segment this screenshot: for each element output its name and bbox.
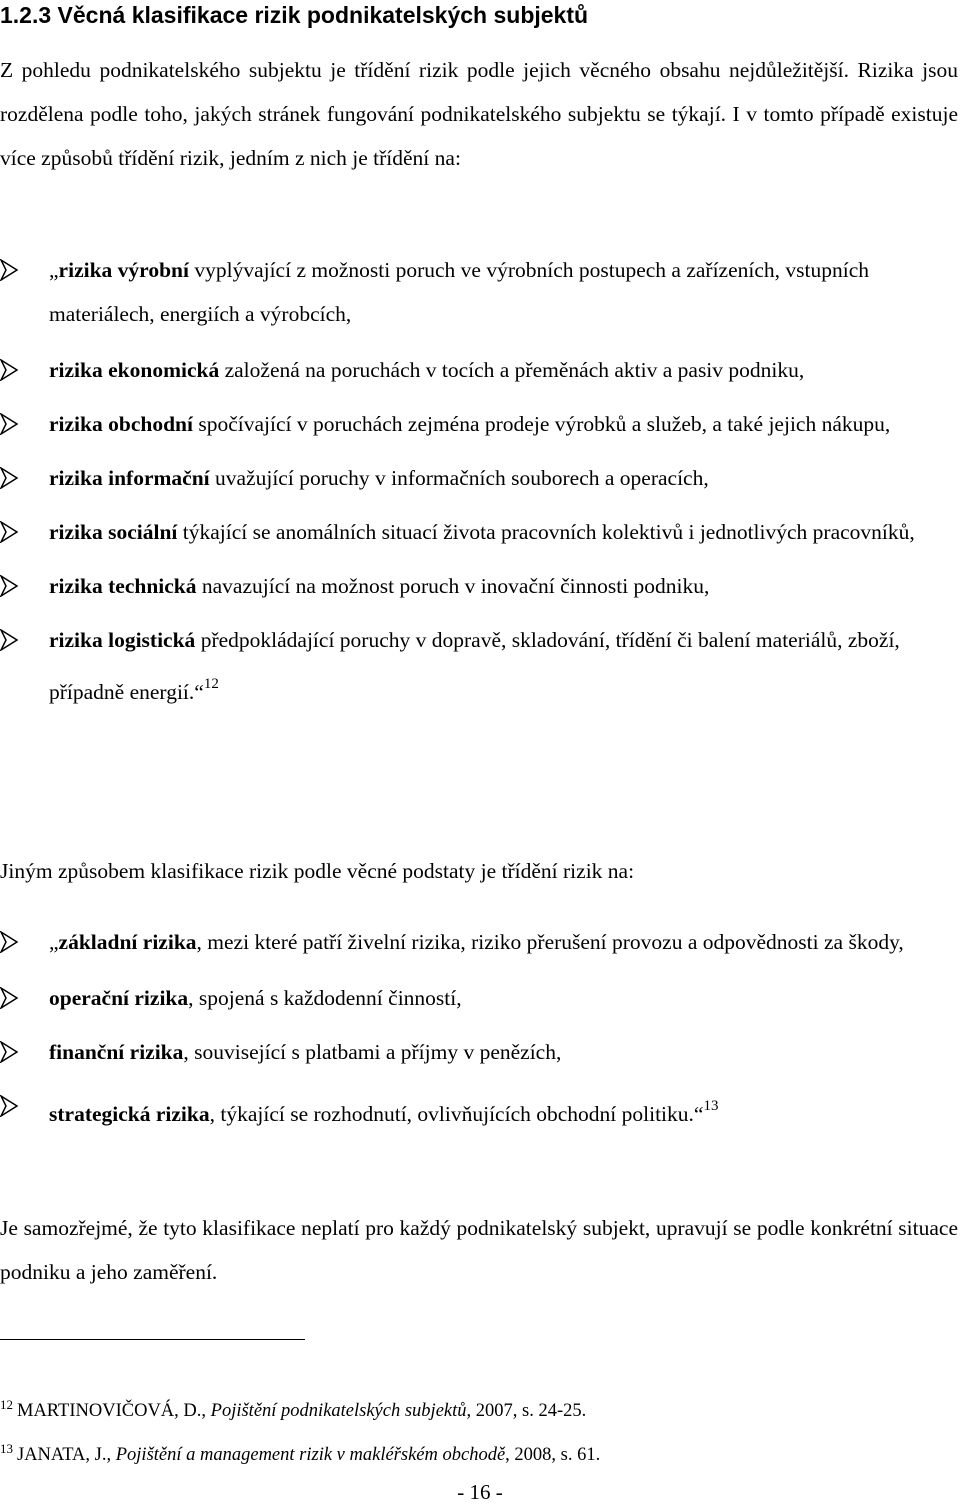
footnote-number: 12 [0, 1397, 13, 1412]
risk-term: rizika výrobní [58, 258, 189, 282]
intro-paragraph: Z pohledu podnikatelského subjektu je třídění rizik podle jejich věcného obsahu nejdůležitější. Rizika jsou rozdělena podle toho, jakých stránek fungování podnikatelského subjektu se týkají. I v tomto případě existuje více způsobů třídění rizik, jedním z nich je třídění na: [0, 58, 958, 170]
risk-description: , spojená s každodenní činností, [188, 986, 462, 1010]
list-item [0, 618, 960, 714]
risk-description: založená na poruchách v tocích a přeměnách aktiv a pasiv podniku, [219, 358, 805, 382]
footnote-number: 13 [0, 1441, 13, 1456]
arrowhead-bullet-icon [0, 413, 18, 435]
footnote-author: MARTINOVIČOVÁ, D., [17, 1401, 207, 1421]
risk-description: vyplývající z možnosti poruch ve výrobních postupech a zařízeních, vstupních materiálech, energiích a výrobcích, [49, 258, 870, 326]
risk-term: rizika technická [49, 574, 197, 598]
list-item [0, 1030, 960, 1074]
classification-paragraph: Jiným způsobem klasifikace rizik podle věcné podstaty je třídění rizik na: [0, 859, 635, 883]
list-item [0, 564, 960, 608]
footnote [0, 1437, 600, 1467]
list-item [0, 976, 960, 1020]
arrowhead-bullet-icon [0, 259, 18, 281]
conclusion-paragraph: Je samozřejmé, že tyto klasifikace neplatí pro každý podnikatelský subjekt, upravují se podle konkrétní situace podniku a jeho zaměření. [0, 1216, 958, 1284]
risk-term: základní rizika [58, 930, 197, 954]
arrowhead-bullet-icon [0, 575, 18, 597]
section-heading: 1.2.3 Věcná klasifikace rizik podnikatelských subjektů [0, 2, 589, 28]
risk-term: rizika logistická [49, 628, 196, 652]
risk-term: rizika sociální [49, 520, 178, 544]
risk-term: operační rizika [49, 986, 189, 1010]
risk-term: rizika obchodní [49, 412, 193, 436]
arrowhead-bullet-icon [0, 1041, 18, 1063]
list-item [0, 402, 960, 446]
arrowhead-bullet-icon [0, 931, 18, 953]
risk-description: , mezi které patří živelní rizika, riziko přerušení provozu a odpovědnosti za škody, [196, 930, 904, 954]
footnote-author: JANATA, J., [17, 1445, 112, 1465]
opening-quote: „ [49, 930, 59, 954]
risk-term: rizika ekonomická [49, 358, 220, 382]
bullet-list-material [0, 248, 960, 714]
list-item [0, 1084, 960, 1136]
footnote-reference[interactable]: 12 [203, 676, 219, 692]
arrowhead-bullet-icon [0, 467, 18, 489]
risk-description: spočívající v poruchách zejména prodeje výrobků a služeb, a také jejich nákupu, [192, 412, 891, 436]
arrowhead-bullet-icon [0, 629, 18, 651]
risk-term: rizika informační [49, 466, 210, 490]
risk-description: , týkající se rozhodnutí, ovlivňujících obchodní politiku.“ [209, 1102, 704, 1126]
list-item [0, 920, 960, 964]
footnote-tail: , 2007, s. 24-25. [466, 1401, 587, 1421]
footnote-title: Pojištění podnikatelských subjektů [210, 1401, 467, 1421]
footnote-reference[interactable]: 13 [703, 1098, 719, 1114]
arrowhead-bullet-icon [0, 987, 18, 1009]
footnote-tail: , 2008, s. 61. [505, 1445, 601, 1465]
list-item [0, 510, 960, 554]
footnote-title: Pojištění a management rizik v makléřském obchodě [115, 1445, 506, 1465]
footnote-divider [0, 1339, 305, 1340]
risk-description: , související s platbami a příjmy v penězích, [183, 1040, 562, 1064]
list-item [0, 456, 960, 500]
risk-term: finanční rizika [49, 1040, 184, 1064]
bullet-list-substance [0, 920, 960, 1136]
risk-term: strategická rizika [49, 1102, 210, 1126]
page-number: - 16 - [457, 1480, 503, 1504]
arrowhead-bullet-icon [0, 521, 18, 543]
footnote [0, 1393, 586, 1423]
arrowhead-bullet-icon [0, 1095, 18, 1117]
risk-description: předpokládající poruchy v dopravě, skladování, třídění či balení materiálů, zboží, případně energií.“ [49, 628, 900, 704]
list-item [0, 348, 960, 392]
risk-description: týkající se anomálních situací života pracovních kolektivů i jednotlivých pracovníků, [177, 520, 915, 544]
arrowhead-bullet-icon [0, 359, 18, 381]
risk-description: uvažující poruchy v informačních souborech a operacích, [209, 466, 709, 490]
list-item [0, 248, 960, 336]
opening-quote: „ [49, 258, 59, 282]
risk-description: navazující na možnost poruch v inovační činnosti podniku, [196, 574, 710, 598]
